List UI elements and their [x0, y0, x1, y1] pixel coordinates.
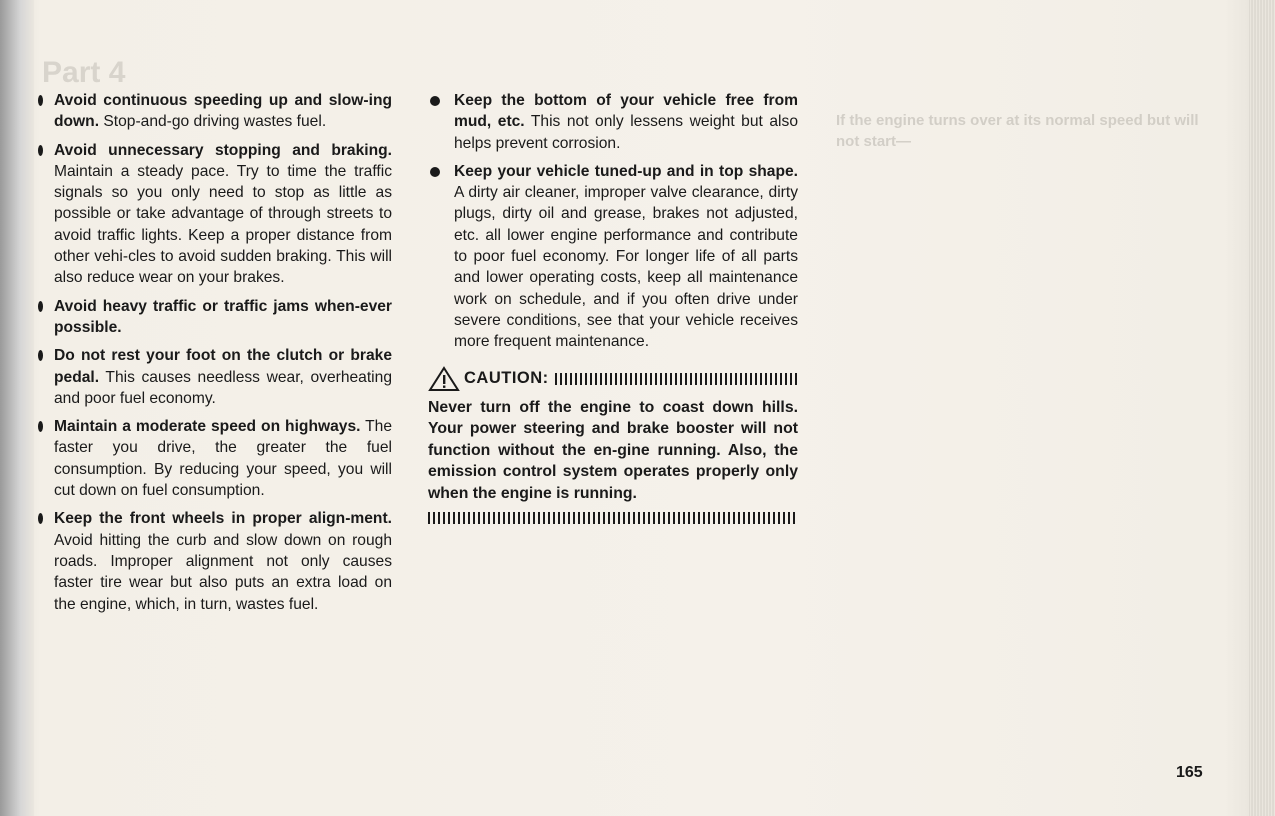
caution-text: Never turn off the engine to coast down hills. Your power steering and brake booster will not function without the en-gine running. Also, the emission control system operates properly only when the engine is running.: [428, 398, 798, 502]
list-item: [40, 140, 392, 289]
list-item: [40, 90, 392, 133]
item-lead: Avoid heavy traffic or traffic jams when-ever possible.: [54, 297, 392, 336]
bullet-icon: [38, 95, 43, 106]
caution-header: [428, 365, 798, 393]
bullet-icon: [38, 301, 43, 312]
page-edge: [1249, 0, 1275, 816]
item-lead: Keep the front wheels in proper align-ment.: [54, 510, 392, 528]
caution-bottom-rule: [428, 512, 798, 524]
list-item: [40, 508, 392, 614]
item-text: This causes needless wear, overheating and poor fuel economy.: [54, 368, 392, 407]
bleed-through-text: If the engine turns over at its normal speed but will not start—: [836, 112, 1199, 150]
item-text: A dirty air cleaner, improper valve clearance, dirty plugs, dirty oil and grease, brakes not adjusted, etc. all lower engine performance and contribute to poor fuel economy. For longer life of all parts and lower operating costs, keep all maintenance work on schedule, and if you often drive under severe conditions, see that your vehicle receives more frequent maintenance.: [454, 184, 798, 351]
page-number: 165: [1176, 764, 1203, 781]
right-column: [428, 90, 798, 524]
bullet-icon: [38, 513, 43, 524]
item-text: The faster you drive, the greater the fuel consumption. By reducing your speed, you will cut down on fuel consumption.: [54, 418, 393, 500]
left-column: [40, 90, 392, 622]
item-lead: Keep your vehicle tuned-up and in top shape.: [454, 162, 798, 180]
item-text: Stop-and-go driving wastes fuel.: [99, 113, 327, 131]
item-text: Avoid hitting the curb and slow down on rough roads. Improper alignment not only causes faster tire wear but also puts an extra load on the engine, which, in turn, wastes fuel.: [54, 531, 392, 613]
list-item: [428, 90, 798, 154]
bullet-icon: [430, 96, 440, 106]
item-text: This not only lessens weight but also helps prevent corrosion.: [454, 113, 798, 152]
list-item: [40, 296, 392, 339]
bullet-icon: [38, 421, 43, 432]
list-item: [40, 345, 392, 409]
item-lead: Do not rest your foot on the clutch or brake pedal.: [54, 347, 392, 386]
caution-label: CAUTION:: [464, 368, 549, 387]
item-lead: Avoid continuous speeding up and slow-ing down.: [54, 92, 392, 131]
list-item: [40, 416, 392, 501]
bullet-icon: [38, 350, 43, 361]
bleed-through-title: Part 4: [42, 56, 126, 89]
caution-top-rule: [555, 373, 798, 385]
item-lead: Avoid unnecessary stopping and braking.: [54, 141, 392, 159]
bullet-icon: [430, 167, 440, 177]
warning-triangle-icon: [428, 366, 460, 392]
bullet-icon: [38, 145, 43, 156]
item-lead: Keep the bottom of your vehicle free from mud, etc.: [454, 92, 798, 131]
item-lead: Maintain a moderate speed on highways.: [54, 418, 361, 436]
list-item: [428, 161, 798, 353]
book-binding: [0, 0, 34, 816]
item-text: Maintain a steady pace. Try to time the traffic signals so you only need to stop as little as possible or take advantage of through streets to avoid traffic lights. Keep a proper distance from other vehi-cles to avoid sudden braking. This will also reduce wear on your brakes.: [54, 162, 392, 287]
